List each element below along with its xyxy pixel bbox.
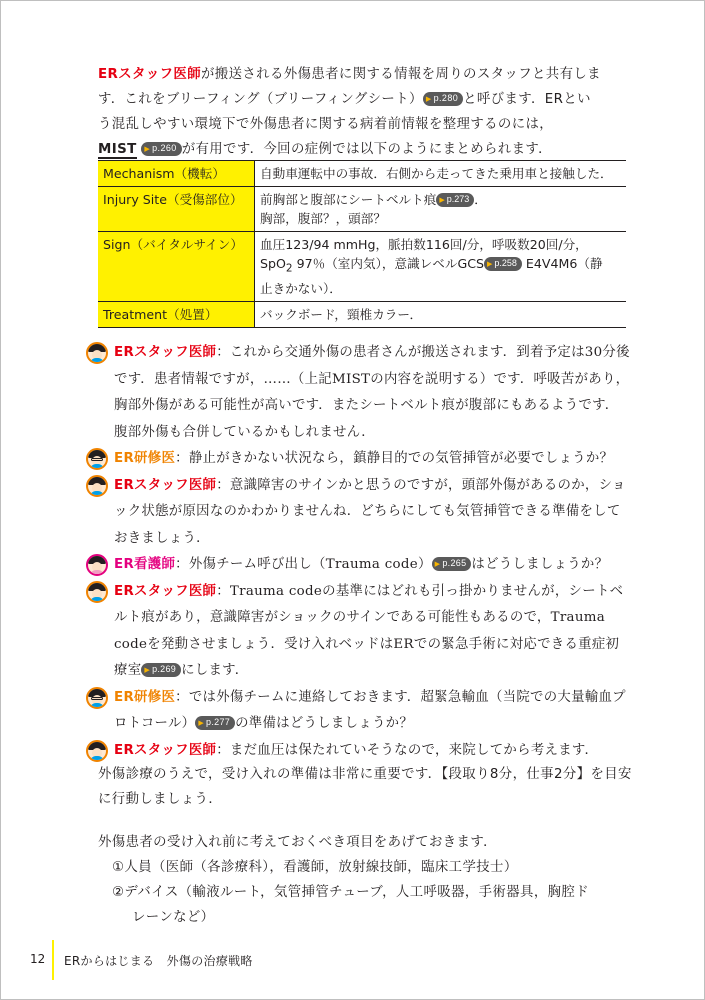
closing-paragraph: 外傷患者の受け入れ前に考えておくべき項目をあげておきます． (98, 835, 497, 850)
dialog-text: ：外傷チーム呼び出し（Trauma code） (175, 557, 432, 572)
page-number: 12 (30, 952, 46, 966)
list-item: ②デバイス（輸液ルート，気管挿管チューブ，人工呼吸器，手術器具，胸腔ド (112, 885, 589, 900)
dialog-text: ：これから交通外傷の患者さんが搬送されます．到着予定は30分後です．患者情報ですが，……（上記MISTの内容を説明する）です．呼吸苦があり，胸部外傷がある可能性が高いです．またシートベルト痕が腹部にもあるようです．腹部外傷も合併しているかもしれません． (114, 345, 630, 440)
mist-key: Treatment（処置） (98, 301, 255, 327)
dialog-text: の準備はどうしましょうか？ (235, 716, 414, 731)
speaker-label: ER研修医 (114, 451, 176, 466)
intro-line2-rest: と呼びます．ERとい (463, 92, 591, 107)
mist-value (255, 187, 627, 232)
mist-table (98, 160, 626, 328)
dialog-turn (86, 473, 631, 553)
intro-line2: す．これをブリーフィング（ブリーフィングシート） (98, 92, 423, 107)
page-footer (0, 940, 705, 980)
dialog (86, 340, 631, 764)
closing-paragraph: 外傷診療のうえで，受け入れの準備は非常に重要です．【段取り8分，仕事2分】を目安に行動しましょう． (98, 767, 632, 807)
book-title: ERからはじまる 外傷の治療戦略 (64, 954, 253, 968)
dialog-turn (86, 340, 631, 446)
mist-value: 自動車運転中の事故．右側から走ってきた乗用車と接触した． (255, 161, 627, 187)
dialog-text: ：まだ血圧は保たれていそうなので，来院してから考えます． (216, 742, 599, 758)
nurse-avatar-icon (86, 554, 108, 576)
speaker-label: ERスタッフ医師 (114, 345, 217, 360)
mist-value-text: ． (474, 192, 487, 207)
page-ref-badge[interactable]: ▶ p.273 (436, 193, 474, 207)
staff-doctor-avatar-icon (86, 581, 108, 603)
page-ref-badge[interactable]: ▶ p.265 (432, 557, 472, 571)
page-ref-badge[interactable]: ▶ p.280 (423, 92, 463, 106)
dialog-turn (86, 552, 631, 579)
list-item-continuation: レーンなど） (132, 910, 215, 925)
intro-line1: が搬送される外傷患者に関する情報を周りのスタッフと共有しま (201, 67, 601, 82)
dialog-turn (86, 685, 631, 738)
mist-term: MIST (98, 142, 137, 157)
mist-value-text: 止きかない）． (260, 280, 342, 296)
table-row (98, 232, 626, 302)
page-ref-badge[interactable]: ▶ p.269 (141, 663, 181, 677)
dialog-turn (86, 738, 631, 765)
mist-value-text: 97％（室内気），意識レベルGCS (292, 256, 484, 271)
closing-section (98, 762, 638, 930)
resident-avatar-icon (86, 687, 108, 709)
dialog-text: にします． (181, 663, 249, 678)
mist-value-text: 胸部，腹部？，頭部？ (260, 211, 386, 226)
intro-paragraph (98, 62, 628, 162)
staff-doctor-avatar-icon (86, 740, 108, 762)
mist-value-text: 前胸部と腹部にシートベルト痕 (260, 192, 437, 207)
page-ref-badge[interactable]: ▶ p.260 (141, 142, 181, 156)
mist-key: Sign（バイタルサイン） (98, 232, 255, 302)
mist-value-text: E4V4M6（静 (521, 256, 603, 271)
dialog-text: はどうしましょうか？ (471, 557, 609, 572)
staff-doctor-avatar-icon (86, 342, 108, 364)
resident-avatar-icon (86, 448, 108, 470)
mist-key: Mechanism（機転） (98, 161, 255, 187)
dialog-text: ：静止がきかない状況なら，鎮静目的での気管挿管が必要でしょうか？ (175, 451, 614, 466)
speaker-label: ER研修医 (114, 689, 176, 705)
mist-value-text: 血圧123/94 mmHg，脈拍数116回/分，呼吸数20回/分， (260, 237, 588, 252)
mist-value (255, 232, 627, 302)
page-ref-badge[interactable]: ▶ p.258 (484, 257, 522, 271)
dialog-text: ：Trauma codeの基準にはどれも引っ掛かりませんが，シートベルト痕があり，意識障害がショックのサインである可能性もあるので，Trauma codeを発動させましょう．受け入れベッドはERでの緊急手術に対応できる重症初療室 (114, 583, 624, 678)
speaker-label: ER看護師 (114, 557, 176, 572)
mist-key: Injury Site（受傷部位） (98, 187, 255, 232)
dialog-turn (86, 446, 631, 473)
dialog-turn (86, 579, 631, 685)
mist-value-text: SpO (260, 256, 286, 271)
page-ref-badge[interactable]: ▶ p.277 (195, 716, 235, 730)
subscript: 2 (285, 262, 293, 275)
intro-line3: う混乱しやすい環境下で外傷患者に関する病着前情報を整理するのには， (98, 117, 554, 132)
dialog-text: ：意識障害のサインかと思うのですが，頭部外傷があるのか，ショック状態が原因なのかわかりませんね．どちらにしても気管挿管できる準備をしておきましょう． (114, 477, 626, 546)
role-staff-doctor: ERスタッフ医師 (98, 67, 202, 82)
table-row (98, 187, 626, 232)
table-row (98, 161, 626, 187)
list-item: ①人員（医師（各診療科），看護師，放射線技師，臨床工学技士） (112, 860, 518, 875)
speaker-label: ERスタッフ医師 (114, 583, 217, 599)
footer-divider (52, 940, 54, 980)
staff-doctor-avatar-icon (86, 475, 108, 497)
table-row (98, 301, 626, 327)
dialog-text: ：では外傷チームに連絡しておきます．超緊急輸血（当院での大量輸血プロトコール） (114, 689, 626, 731)
intro-line4: が有用です．今回の症例では以下のようにまとめられます． (181, 142, 552, 157)
mist-value: バックボード，頸椎カラー． (255, 301, 627, 327)
speaker-label: ERスタッフ医師 (114, 477, 217, 493)
speaker-label: ERスタッフ医師 (114, 742, 217, 758)
